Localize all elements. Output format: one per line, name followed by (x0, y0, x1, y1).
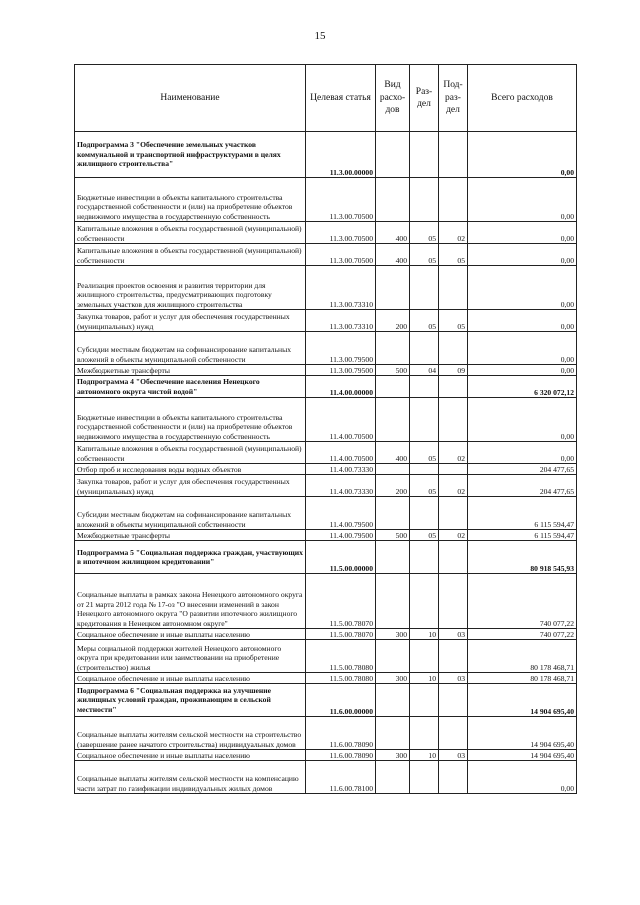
cell-expense-type (376, 541, 410, 574)
cell-total: 6 115 594,47 (468, 497, 577, 530)
table-row (75, 222, 577, 244)
table-row (75, 464, 577, 475)
cell-name: Социальное обеспечение и иные выплаты населению (75, 750, 306, 761)
table-row (75, 475, 577, 497)
cell-expense-type: 400 (376, 442, 410, 464)
cell-total: 0,00 (468, 761, 577, 794)
cell-section (410, 132, 439, 178)
cell-subsection (439, 332, 468, 365)
cell-name: Подпрограмма 3 "Обеспечение земельных участков коммунальной и транспортной инфраструктурами в целях жилищного строительства" (75, 132, 306, 178)
table-row (75, 717, 577, 750)
cell-expense-type: 500 (376, 530, 410, 541)
table-row (75, 332, 577, 365)
cell-total: 0,00 (468, 222, 577, 244)
page-number: 15 (314, 30, 326, 42)
table-row (75, 761, 577, 794)
cell-subsection: 02 (439, 475, 468, 497)
cell-subsection (439, 717, 468, 750)
cell-total: 740 077,22 (468, 629, 577, 640)
cell-name: Закупка товаров, работ и услуг для обеспечения государственных (муниципальных) нужд (75, 475, 306, 497)
cell-total: 0,00 (468, 244, 577, 266)
cell-expense-type (376, 761, 410, 794)
cell-target-article: 11.4.00.79500 (306, 530, 376, 541)
cell-target-article: 11.5.00.78080 (306, 640, 376, 673)
cell-name: Капитальные вложения в объекты государственной (муниципальной) собственности (75, 244, 306, 266)
cell-section: 10 (410, 673, 439, 684)
cell-total: 6 320 072,12 (468, 376, 577, 398)
table-row (75, 365, 577, 376)
cell-section (410, 398, 439, 442)
cell-target-article: 11.6.00.78100 (306, 761, 376, 794)
cell-total: 0,00 (468, 365, 577, 376)
cell-name: Бюджетные инвестиции в объекты капитального строительства государственной собственности и (или) на приобретение объектов недвижимого имущества в государственную собственность (75, 178, 306, 222)
cell-target-article: 11.5.00.78080 (306, 673, 376, 684)
table-header-row (75, 65, 577, 132)
cell-section: 10 (410, 750, 439, 761)
cell-subsection (439, 574, 468, 629)
cell-section: 04 (410, 365, 439, 376)
cell-name: Капитальные вложения в объекты государственной (муниципальной) собственности (75, 222, 306, 244)
cell-total: 0,00 (468, 398, 577, 442)
cell-subsection (439, 132, 468, 178)
cell-section: 05 (410, 475, 439, 497)
cell-name: Социальные выплаты жителям сельской местности на компенсацию части затрат по газификации индивидуальных жилых домов (75, 761, 306, 794)
header-name: Наименование (75, 65, 306, 132)
table-row (75, 178, 577, 222)
cell-total: 740 077,22 (468, 574, 577, 629)
table-row-subprogram (75, 684, 577, 717)
cell-subsection (439, 497, 468, 530)
cell-section: 10 (410, 629, 439, 640)
cell-expense-type: 500 (376, 365, 410, 376)
cell-subsection (439, 376, 468, 398)
cell-section: 05 (410, 222, 439, 244)
cell-subsection (439, 541, 468, 574)
cell-expense-type (376, 376, 410, 398)
cell-subsection (439, 761, 468, 794)
cell-section: 05 (410, 310, 439, 332)
cell-name: Социальное обеспечение и иные выплаты населению (75, 629, 306, 640)
cell-section (410, 574, 439, 629)
cell-expense-type: 200 (376, 310, 410, 332)
cell-target-article: 11.4.00.70500 (306, 442, 376, 464)
cell-total: 0,00 (468, 332, 577, 365)
cell-expense-type (376, 178, 410, 222)
cell-target-article: 11.4.00.73330 (306, 475, 376, 497)
header-target-article: Целевая статья (306, 65, 376, 132)
cell-total: 80 178 468,71 (468, 640, 577, 673)
cell-target-article: 11.3.00.73310 (306, 266, 376, 310)
table-row (75, 640, 577, 673)
table-row (75, 310, 577, 332)
cell-expense-type (376, 464, 410, 475)
cell-section (410, 761, 439, 794)
cell-subsection (439, 640, 468, 673)
cell-name: Подпрограмма 4 "Обеспечение населения Ненецкого автономного округа чистой водой" (75, 376, 306, 398)
cell-section: 05 (410, 244, 439, 266)
cell-subsection: 02 (439, 222, 468, 244)
cell-total: 14 904 695,40 (468, 750, 577, 761)
cell-name: Отбор проб и исследования воды водных объектов (75, 464, 306, 475)
cell-target-article: 11.3.00.00000 (306, 132, 376, 178)
cell-target-article: 11.4.00.00000 (306, 376, 376, 398)
cell-expense-type (376, 497, 410, 530)
cell-total: 0,00 (468, 442, 577, 464)
table-row (75, 442, 577, 464)
cell-total: 0,00 (468, 178, 577, 222)
cell-expense-type: 300 (376, 673, 410, 684)
cell-target-article: 11.6.00.00000 (306, 684, 376, 717)
cell-section (410, 376, 439, 398)
cell-section (410, 640, 439, 673)
table-row (75, 574, 577, 629)
table-row (75, 629, 577, 640)
cell-expense-type (376, 132, 410, 178)
table-row (75, 244, 577, 266)
cell-section: 05 (410, 442, 439, 464)
cell-subsection: 02 (439, 530, 468, 541)
cell-expense-type (376, 266, 410, 310)
cell-total: 0,00 (468, 266, 577, 310)
cell-subsection (439, 266, 468, 310)
cell-expense-type (376, 640, 410, 673)
cell-subsection: 03 (439, 629, 468, 640)
cell-subsection: 09 (439, 365, 468, 376)
cell-subsection (439, 464, 468, 475)
cell-total: 204 477,65 (468, 464, 577, 475)
table-row (75, 530, 577, 541)
table-row-subprogram (75, 541, 577, 574)
cell-target-article: 11.3.00.70500 (306, 222, 376, 244)
cell-name: Бюджетные инвестиции в объекты капитального строительства государственной собственности и (или) на приобретение объектов недвижимого имущества в государственную собственность (75, 398, 306, 442)
cell-name: Субсидии местным бюджетам на софинансирование капитальных вложений в объекты муниципальной собственности (75, 497, 306, 530)
cell-target-article: 11.4.00.79500 (306, 497, 376, 530)
cell-total: 6 115 594,47 (468, 530, 577, 541)
cell-target-article: 11.3.00.70500 (306, 178, 376, 222)
cell-subsection (439, 398, 468, 442)
cell-target-article: 11.6.00.78090 (306, 750, 376, 761)
cell-expense-type: 200 (376, 475, 410, 497)
cell-subsection (439, 178, 468, 222)
cell-target-article: 11.3.00.79500 (306, 332, 376, 365)
cell-name: Меры социальной поддержки жителей Ненецкого автономного округа при кредитовании или заимствовании на приобретение (строительство) жилья (75, 640, 306, 673)
cell-subsection: 02 (439, 442, 468, 464)
cell-section (410, 541, 439, 574)
cell-target-article: 11.5.00.78070 (306, 629, 376, 640)
cell-section: 05 (410, 530, 439, 541)
cell-section (410, 497, 439, 530)
cell-section (410, 332, 439, 365)
cell-section (410, 266, 439, 310)
cell-name: Подпрограмма 5 "Социальная поддержка граждан, участвующих в ипотечном жилищном кредитовании" (75, 541, 306, 574)
header-expense-type: Вид расхо-дов (376, 65, 410, 132)
cell-target-article: 11.5.00.00000 (306, 541, 376, 574)
cell-expense-type: 300 (376, 750, 410, 761)
cell-total: 204 477,65 (468, 475, 577, 497)
table-row (75, 398, 577, 442)
cell-total: 80 918 545,93 (468, 541, 577, 574)
cell-subsection: 05 (439, 244, 468, 266)
cell-name: Субсидии местным бюджетам на софинансирование капитальных вложений в объекты муниципальной собственности (75, 332, 306, 365)
table-row-subprogram (75, 132, 577, 178)
table-row (75, 266, 577, 310)
cell-expense-type (376, 684, 410, 717)
cell-target-article: 11.3.00.73310 (306, 310, 376, 332)
cell-expense-type (376, 332, 410, 365)
header-total-expenses: Всего расходов (468, 65, 577, 132)
cell-section (410, 464, 439, 475)
cell-name: Социальное обеспечение и иные выплаты населению (75, 673, 306, 684)
cell-expense-type (376, 574, 410, 629)
cell-total: 14 904 695,40 (468, 717, 577, 750)
cell-expense-type: 400 (376, 222, 410, 244)
cell-subsection (439, 684, 468, 717)
cell-subsection: 03 (439, 673, 468, 684)
cell-name: Межбюджетные трансферты (75, 530, 306, 541)
cell-target-article: 11.4.00.70500 (306, 398, 376, 442)
cell-subsection: 03 (439, 750, 468, 761)
cell-total: 14 904 695,40 (468, 684, 577, 717)
budget-table (74, 64, 577, 794)
cell-total: 0,00 (468, 132, 577, 178)
cell-target-article: 11.3.00.70500 (306, 244, 376, 266)
table-body (75, 132, 577, 794)
cell-section (410, 684, 439, 717)
cell-name: Межбюджетные трансферты (75, 365, 306, 376)
cell-name: Подпрограмма 6 "Социальная поддержка на улучшение жилищных условий граждан, проживающим в сельской местности" (75, 684, 306, 717)
cell-subsection: 05 (439, 310, 468, 332)
cell-expense-type: 300 (376, 629, 410, 640)
cell-name: Реализация проектов освоения и развития территории для жилищного строительства, предусматривающих подготовку земельных участков для жилищного строительства (75, 266, 306, 310)
header-section: Раз-дел (410, 65, 439, 132)
cell-name: Социальные выплаты в рамках закона Ненецкого автономного округа от 21 марта 2012 года № 17-оз "О внесении изменений в закон Ненецкого автономного округа "О развитии ипотечного жилищного кредитования в Ненецком автономном округе" (75, 574, 306, 629)
table-row-subprogram (75, 376, 577, 398)
cell-section (410, 717, 439, 750)
cell-target-article: 11.3.00.79500 (306, 365, 376, 376)
header-subsection: Под-раз-дел (439, 65, 468, 132)
cell-name: Капитальные вложения в объекты государственной (муниципальной) собственности (75, 442, 306, 464)
cell-total: 80 178 468,71 (468, 673, 577, 684)
cell-expense-type (376, 398, 410, 442)
table-row (75, 750, 577, 761)
cell-expense-type: 400 (376, 244, 410, 266)
cell-expense-type (376, 717, 410, 750)
table-row (75, 497, 577, 530)
cell-target-article: 11.4.00.73330 (306, 464, 376, 475)
table-row (75, 673, 577, 684)
cell-name: Закупка товаров, работ и услуг для обеспечения государственных (муниципальных) нужд (75, 310, 306, 332)
cell-section (410, 178, 439, 222)
cell-total: 0,00 (468, 310, 577, 332)
cell-target-article: 11.6.00.78090 (306, 717, 376, 750)
cell-name: Социальные выплаты жителям сельской местности на строительство (завершение ранее начатого строительства) индивидуальных домов (75, 717, 306, 750)
cell-target-article: 11.5.00.78070 (306, 574, 376, 629)
